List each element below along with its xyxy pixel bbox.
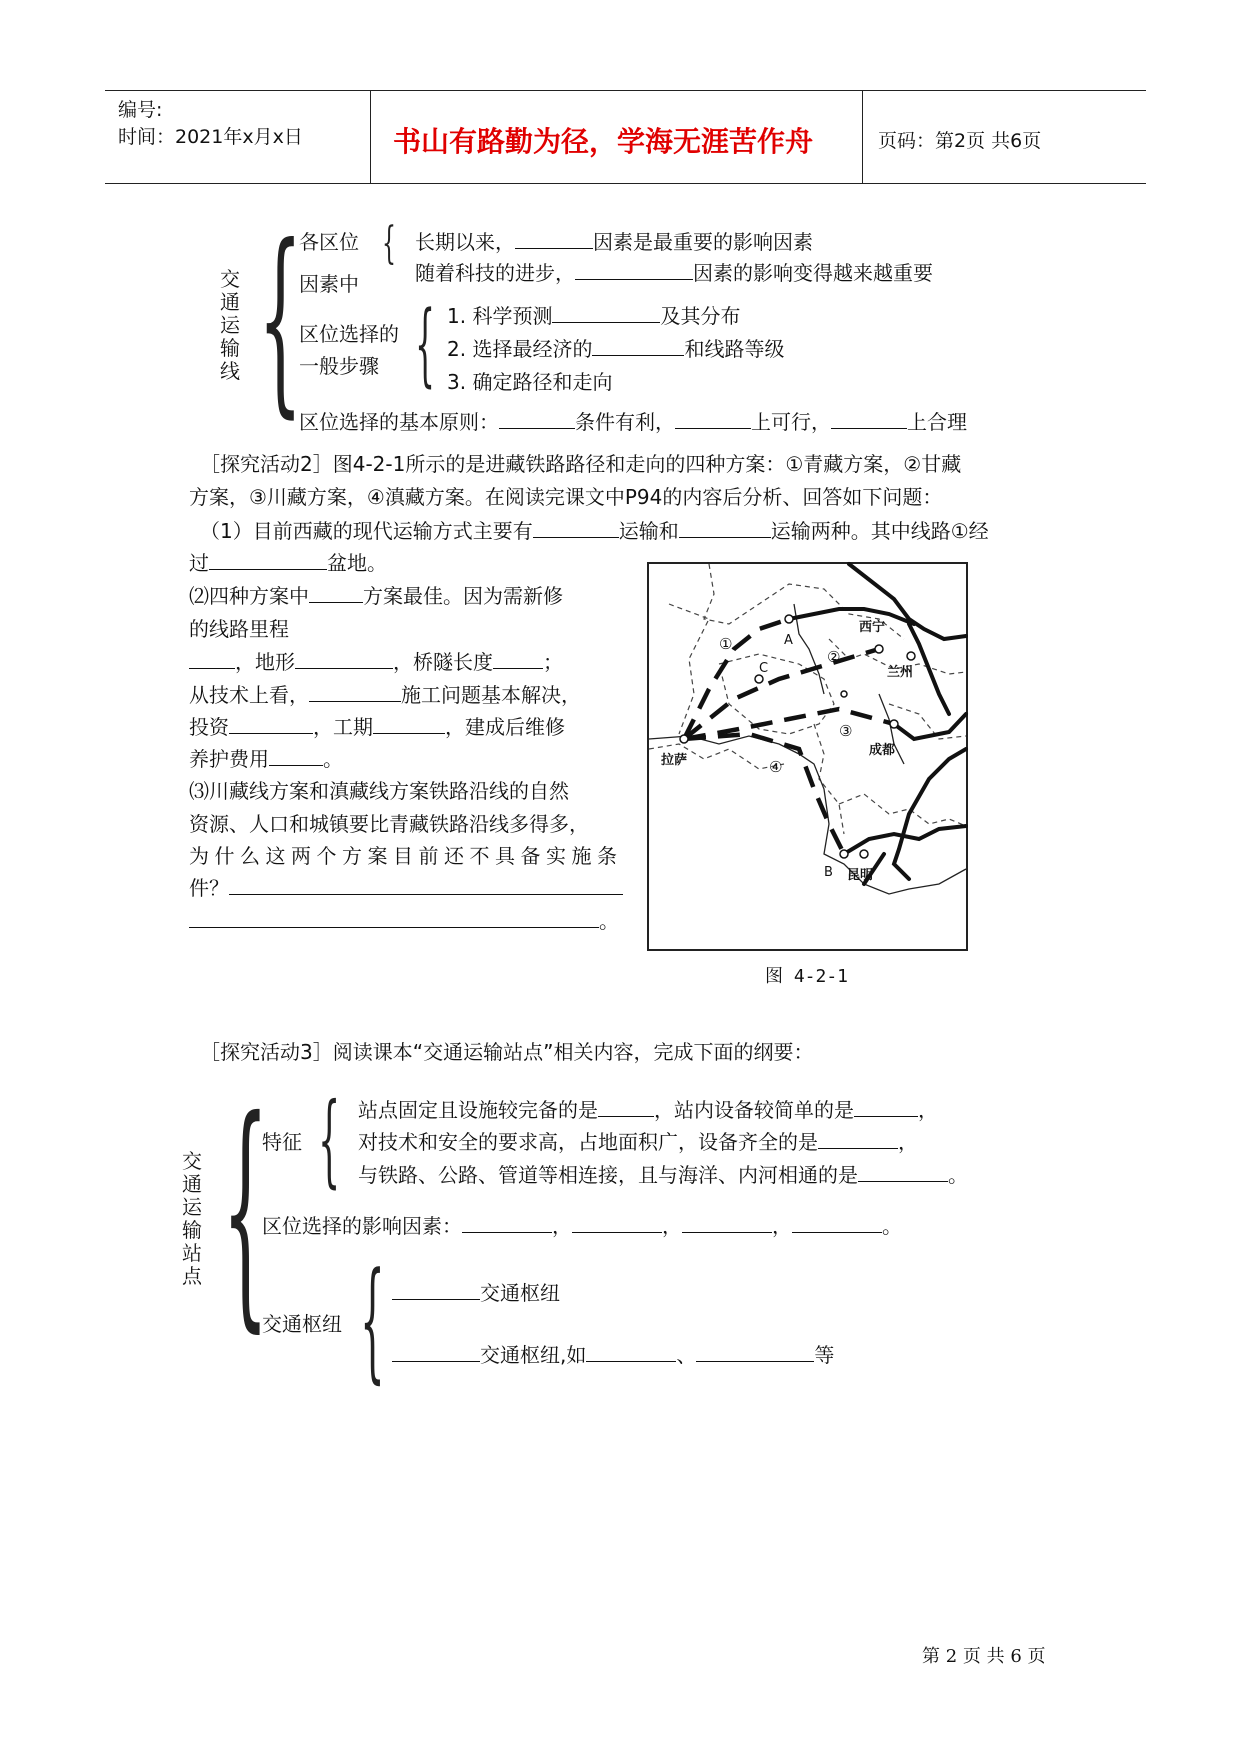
steps-brace: {	[415, 292, 436, 397]
hub1-blank	[392, 1279, 480, 1300]
f3-blank-1	[858, 1161, 948, 1182]
hub1-text: 交通枢纽	[480, 1281, 560, 1305]
label-chengdu: 成都	[869, 743, 896, 758]
proposed-routes	[684, 619, 894, 854]
hub2-text-a: 交通枢纽,如	[480, 1343, 587, 1367]
hub-label: 交通枢纽	[262, 1312, 342, 1336]
hub2-text-c: 等	[814, 1343, 835, 1367]
location-factors-line	[262, 1210, 902, 1239]
q2-blank-8	[269, 745, 323, 766]
q3-blank-1	[229, 874, 623, 895]
hub-line1	[392, 1277, 560, 1306]
f3-text-b: 。	[948, 1163, 968, 1187]
q1-text-e: 盆地。	[327, 551, 387, 575]
f1-text-a: 站点固定且设施较完备的是	[358, 1098, 598, 1122]
step1	[447, 300, 740, 329]
factors-label-2: 因素中	[299, 272, 359, 296]
label-xining: 西宁	[859, 620, 886, 635]
location-text-a: 区位选择的影响因素：	[262, 1214, 462, 1238]
location-period: 。	[882, 1214, 902, 1238]
location-comma-2: ，	[662, 1214, 682, 1238]
header-page-label: 页码：第2页 共6页	[878, 130, 1042, 152]
features-brace: {	[318, 1081, 341, 1198]
header-divider-left	[370, 90, 371, 184]
f2-blank-1	[818, 1128, 898, 1149]
q1-text-a: （1）目前西藏的现代运输方式主要有	[200, 519, 533, 543]
q1-line1	[200, 515, 989, 544]
label-lanzhou: 兰州	[887, 665, 914, 680]
label-b: B	[824, 865, 833, 880]
q2-blank-4	[493, 648, 543, 669]
section1-big-brace: {	[258, 203, 303, 436]
label-c: C	[759, 661, 769, 676]
q2-line3	[189, 646, 563, 675]
principle-blank-2	[675, 408, 751, 429]
header-divider-right	[862, 90, 863, 184]
principle-blank-1	[499, 408, 575, 429]
q2-line1	[189, 580, 563, 609]
factor-line2-text-b: 因素的影响变得越来越重要	[693, 261, 933, 285]
feature-line3	[358, 1159, 968, 1188]
factor-line2-blank	[575, 259, 693, 280]
q2-text-f: ；	[543, 650, 563, 674]
q1-blank-1	[533, 517, 619, 538]
f1-text-c: ，	[918, 1098, 938, 1122]
principle-blank-3	[831, 408, 907, 429]
label-route-1: ①	[719, 635, 733, 653]
factor-line1-blank	[515, 228, 593, 249]
location-comma-3: ，	[772, 1214, 792, 1238]
q2-blank-1	[309, 582, 363, 603]
q2-text-k: ，建成后维修	[445, 715, 565, 739]
factors-label-1: 各区位	[299, 230, 359, 254]
header-bottom-rule	[105, 183, 1146, 184]
label-route-3: ③	[839, 722, 853, 740]
q1-text-c: 运输两种。其中线路①经	[770, 519, 989, 543]
q2-blank-2	[189, 648, 235, 669]
step2-text-b: 和线路等级	[684, 337, 785, 361]
q3-line2: 资源、人口和城镇要比青藏铁路沿线多得多，	[189, 812, 589, 836]
q2-line5	[189, 711, 565, 740]
q2-blank-5	[309, 681, 401, 702]
q2-line2: 的线路里程	[189, 617, 289, 641]
location-blank-2	[572, 1212, 662, 1233]
location-blank-1	[462, 1212, 552, 1233]
step1-text-a: 1. 科学预测	[447, 304, 553, 328]
f2-text-a: 对技术和安全的要求高，占地面积广，设备齐全的是	[358, 1130, 818, 1154]
label-route-4: ④	[769, 758, 783, 776]
activity2-intro-1: ［探究活动2］图4-2-1所示的是进藏铁路路径和走向的四种方案：①青藏方案，②甘藏	[200, 452, 962, 476]
steps-label-1: 区位选择的	[299, 322, 399, 346]
step2	[447, 333, 784, 362]
principle-line	[299, 406, 967, 435]
hub2-text-b: 、	[676, 1343, 697, 1367]
section3-side-title: 交通运输站点	[182, 1149, 202, 1288]
q2-text-a: ⑵四种方案中	[189, 584, 309, 608]
q3-line4	[189, 872, 623, 901]
q2-text-g: 从技术上看，	[189, 683, 309, 707]
q2-text-b: 方案最佳。因为需新修	[363, 584, 563, 608]
feature-line1	[358, 1094, 938, 1123]
factors-brace: {	[382, 218, 396, 269]
factor-line1-text-b: 因素是最重要的影响因素	[593, 230, 813, 254]
factor-line2-text-a: 随着科技的进步，	[415, 261, 575, 285]
city-markers	[680, 615, 915, 858]
principle-text-b: 条件有利，	[575, 410, 675, 434]
q2-text-e: ，桥隧长度	[393, 650, 493, 674]
steps-label-2: 一般步骤	[299, 354, 379, 378]
location-blank-3	[682, 1212, 772, 1233]
f1-text-b: ，站内设备较简单的是	[654, 1098, 854, 1122]
q2-blank-7	[373, 713, 445, 734]
header-number-label: 编号:	[118, 99, 163, 121]
label-lhasa: 拉萨	[661, 753, 688, 768]
q2-blank-3	[295, 648, 393, 669]
q2-text-m: 。	[323, 747, 343, 771]
figure-caption: 图 4-2-1	[765, 966, 849, 987]
q3-text-end: 。	[599, 909, 619, 933]
hub-brace: {	[360, 1244, 385, 1396]
label-kunming: 昆明	[847, 868, 874, 883]
step1-text-b: 及其分布	[660, 304, 741, 328]
q1-text-b: 运输和	[618, 519, 679, 543]
hub2-blank-2	[586, 1341, 676, 1362]
q2-line6	[189, 743, 343, 772]
activity3-intro: ［探究活动3］阅读课本“交通运输站点”相关内容，完成下面的纲要：	[200, 1040, 814, 1064]
q1-line2	[189, 547, 387, 576]
q3-line3: 为什么这两个方案目前还不具备实施条	[189, 844, 623, 868]
q2-text-j: ，工期	[313, 715, 373, 739]
railway-map-figure	[647, 562, 968, 951]
q2-text-h: 施工问题基本解决，	[401, 683, 581, 707]
principle-text-c: 上可行，	[751, 410, 831, 434]
q2-blank-6	[229, 713, 313, 734]
principle-text-d: 上合理	[907, 410, 967, 434]
step2-blank	[592, 335, 684, 356]
factor-line1-text-a: 长期以来，	[415, 230, 515, 254]
factor-line2	[415, 257, 933, 286]
hub-line2	[392, 1339, 834, 1368]
f1-blank-2	[854, 1096, 918, 1117]
q3-line1: ⑶川藏线方案和滇藏线方案铁路沿线的自然	[189, 779, 569, 803]
railway-map-svg	[649, 564, 966, 949]
factor-line1	[415, 226, 813, 255]
section1-side-title: 交通运输线	[220, 267, 240, 383]
header-motto: 书山有路勤为径，学海无涯苦作舟	[393, 125, 814, 158]
feature-line2	[358, 1126, 918, 1155]
existing-railways	[789, 564, 966, 884]
step1-blank	[552, 302, 660, 323]
header-top-rule	[105, 90, 1146, 91]
route-dianzang	[684, 734, 844, 854]
location-blank-4	[792, 1212, 882, 1233]
q3-line5	[189, 905, 619, 934]
footer-page-number: 第 2 页 共 6 页	[922, 1646, 1046, 1667]
f1-blank-1	[598, 1096, 654, 1117]
header-time-label: 时间：2021年x月x日	[118, 126, 303, 148]
features-label: 特征	[262, 1130, 302, 1154]
q2-line4	[189, 679, 581, 708]
principle-text-a: 区位选择的基本原则：	[299, 410, 499, 434]
q2-text-i: 投资	[189, 715, 229, 739]
hub2-blank-3	[696, 1341, 814, 1362]
step3: 3. 确定路径和走向	[447, 370, 613, 394]
section3-big-brace: {	[222, 1068, 269, 1353]
location-comma-1: ，	[552, 1214, 572, 1238]
step2-text-a: 2. 选择最经济的	[447, 337, 593, 361]
q1-text-d: 过	[189, 551, 209, 575]
label-route-2: ②	[827, 648, 841, 666]
f3-text-a: 与铁路、公路、管道等相连接，且与海洋、内河相通的是	[358, 1163, 858, 1187]
q2-text-l: 养护费用	[189, 747, 269, 771]
route-qingzang	[684, 619, 789, 739]
q2-text-d: ，地形	[235, 650, 295, 674]
q3-text-d: 件？	[189, 876, 229, 900]
q3-blank-2	[189, 907, 599, 928]
activity2-intro-2: 方案，③川藏方案，④滇藏方案。在阅读完课文中P94的内容后分析、回答如下问题：	[189, 485, 943, 509]
q1-blank-2	[679, 517, 771, 538]
map-labels	[661, 619, 913, 883]
f2-text-b: ，	[898, 1130, 918, 1154]
q1-blank-3	[209, 549, 327, 570]
label-a: A	[784, 633, 793, 648]
hub2-blank-1	[392, 1341, 480, 1362]
